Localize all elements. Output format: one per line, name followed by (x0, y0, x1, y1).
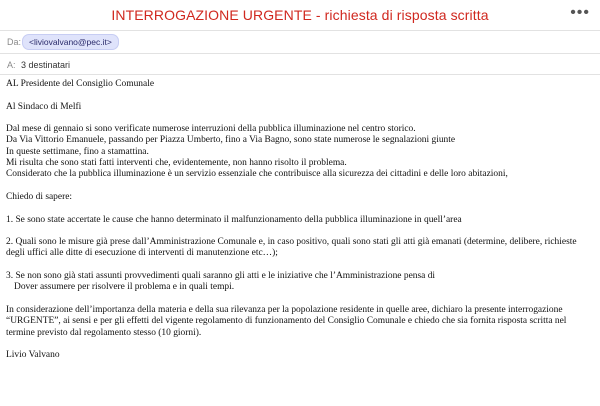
greeting-mayor: Al Sindaco di Melfi (6, 101, 82, 112)
greeting-president: AL Presidente del Consiglio Comunale (6, 79, 155, 89)
intro-line: In queste settimane, fino a stamattina. (6, 146, 149, 157)
more-icon[interactable]: ••• (570, 4, 590, 21)
email-subject: INTERROGAZIONE URGENTE - richiesta di risposta scritta (111, 7, 489, 23)
intro-line: Da Via Vittorio Emanuele, passando per Piazza Umberto, fino a Via Bagno, sono state numerose le segnalazioni giunte (6, 135, 456, 146)
closing-line: “URGENTE”, ai sensi e per gli effetti del vigente regolamento di funzionamento del Consiglio Comunale e chiedo che sia fornita risposta scritta nel (6, 316, 567, 327)
from-row (0, 32, 600, 52)
closing-line: termine previsto dal regolamento stesso (10 giorni). (6, 327, 202, 338)
sender-chip[interactable]: <liviovalvano@pec.it> (22, 34, 119, 50)
question-1: 1. Se sono state accertate le cause che hanno determinato il malfunzionamento della pubblica illuminazione in quell’area (6, 214, 462, 225)
question-3-cont: Dover assumere per risolvere il problema e in quali tempi. (14, 282, 235, 293)
from-label: Da: (7, 37, 22, 47)
title-bar (0, 0, 600, 30)
question-3: 3. Se non sono già stati assunti provvedimenti quali saranno gli atti e le iniziative che l’Amministrazione pensa di (6, 271, 436, 282)
divider (0, 74, 600, 75)
to-row (0, 55, 600, 75)
question-intro: Chiedo di sapere: (6, 191, 73, 202)
signature: Livio Valvano (6, 350, 60, 361)
question-2-cont: degli uffici alle ditte di esecuzione di interventi di manutenzione etc…); (6, 248, 278, 259)
divider (0, 53, 600, 54)
intro-line: Mi risulta che sono stati fatti interventi che, evidentemente, non hanno risolto il problema. (6, 158, 347, 169)
divider (0, 30, 600, 31)
intro-line: Dal mese di gennaio si sono verificate numerose interruzioni della pubblica illuminazione nel centro storico. (6, 124, 416, 135)
to-label: A: (7, 60, 16, 70)
recipients-count[interactable]: 3 destinatari (21, 60, 71, 70)
email-body (6, 79, 596, 361)
closing-line: In considerazione dell’importanza della materia e della sua rilevanza per la popolazione residente in quelle aree, dichiaro la presente interrogazione (6, 304, 563, 315)
intro-line: Considerato che la pubblica illuminazione è un servizio essenziale che contribuisce alla sicurezza dei cittadini e delle loro abitazioni, (6, 169, 508, 180)
question-2: 2. Quali sono le misure già prese dall’Amministrazione Comunale e, in caso positivo, quali sono stati gli atti già emanati (determine, delibere, richieste (6, 237, 577, 248)
